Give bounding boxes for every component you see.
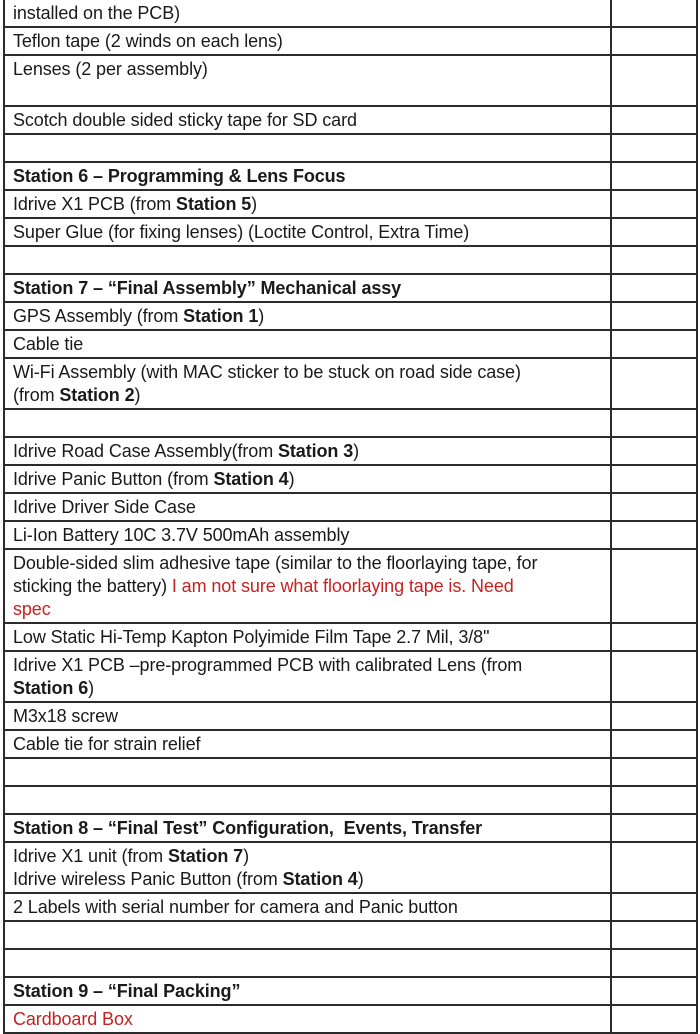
check-cell bbox=[611, 1005, 697, 1033]
table-row bbox=[4, 493, 697, 521]
text-segment: (from bbox=[13, 385, 60, 405]
text-segment: Station 6 bbox=[13, 678, 89, 698]
check-cell bbox=[611, 549, 697, 623]
item-cell bbox=[4, 623, 611, 651]
text-line bbox=[13, 705, 606, 728]
check-cell bbox=[611, 218, 697, 246]
item-cell bbox=[4, 814, 611, 842]
item-cell bbox=[4, 921, 611, 949]
text-segment: Station 8 – “Final Test” Configuration, Events, Transfer bbox=[13, 818, 483, 838]
empty-line bbox=[13, 761, 606, 784]
check-cell bbox=[611, 730, 697, 758]
text-line bbox=[13, 277, 606, 300]
check-cell bbox=[611, 977, 697, 1005]
text-line bbox=[13, 193, 606, 216]
text-segment: Station 1 bbox=[183, 306, 259, 326]
check-cell bbox=[611, 190, 697, 218]
check-cell bbox=[611, 274, 697, 302]
table-row bbox=[4, 549, 697, 623]
text-segment: Low Static Hi-Temp Kapton Polyimide Film Tape 2.7 Mil, 3/8" bbox=[13, 627, 490, 647]
item-cell bbox=[4, 162, 611, 190]
item-cell bbox=[4, 134, 611, 162]
text-line bbox=[13, 333, 606, 356]
check-cell bbox=[611, 786, 697, 814]
text-line bbox=[13, 2, 606, 25]
table-row bbox=[4, 1005, 697, 1033]
check-cell bbox=[611, 814, 697, 842]
text-line bbox=[13, 1008, 606, 1031]
table-row bbox=[4, 330, 697, 358]
table-row bbox=[4, 814, 697, 842]
text-line bbox=[13, 361, 606, 384]
text-segment: Idrive Road Case Assembly(from bbox=[13, 441, 278, 461]
item-cell bbox=[4, 493, 611, 521]
text-line bbox=[13, 626, 606, 649]
text-segment: Station 5 bbox=[176, 194, 252, 214]
check-cell bbox=[611, 162, 697, 190]
text-segment: Idrive X1 unit (from bbox=[13, 846, 168, 866]
item-cell bbox=[4, 218, 611, 246]
table-row bbox=[4, 949, 697, 977]
text-line bbox=[13, 468, 606, 491]
text-segment: Station 4 bbox=[213, 469, 289, 489]
text-line bbox=[13, 58, 606, 81]
text-line bbox=[13, 575, 606, 598]
check-cell bbox=[611, 302, 697, 330]
item-cell bbox=[4, 246, 611, 274]
item-cell bbox=[4, 437, 611, 465]
item-cell bbox=[4, 274, 611, 302]
empty-line bbox=[13, 249, 606, 272]
text-line bbox=[13, 654, 606, 677]
text-segment: Station 7 – “Final Assembly” Mechanical assy bbox=[13, 278, 402, 298]
text-segment: Lenses (2 per assembly) bbox=[13, 59, 208, 79]
check-cell bbox=[611, 134, 697, 162]
text-segment: installed on the PCB) bbox=[13, 3, 180, 23]
text-line bbox=[13, 384, 606, 407]
item-cell bbox=[4, 55, 611, 106]
text-segment: Station 3 bbox=[278, 441, 354, 461]
item-cell bbox=[4, 190, 611, 218]
text-segment: Wi-Fi Assembly (with MAC sticker to be stuck on road side case) bbox=[13, 362, 521, 382]
check-cell bbox=[611, 949, 697, 977]
table-row bbox=[4, 921, 697, 949]
text-segment: ) bbox=[288, 469, 295, 489]
item-cell bbox=[4, 1005, 611, 1033]
table-row bbox=[4, 55, 697, 106]
check-cell bbox=[611, 27, 697, 55]
text-segment: sticking the battery) bbox=[13, 576, 172, 596]
table-row bbox=[4, 651, 697, 702]
item-cell bbox=[4, 730, 611, 758]
text-segment: Cable tie bbox=[13, 334, 84, 354]
table-row bbox=[4, 465, 697, 493]
check-cell bbox=[611, 330, 697, 358]
table-row bbox=[4, 977, 697, 1005]
check-cell bbox=[611, 106, 697, 134]
parts-table-body bbox=[4, 0, 697, 1033]
table-row bbox=[4, 274, 697, 302]
table-row bbox=[4, 893, 697, 921]
text-segment: Double-sided slim adhesive tape (similar to the floorlaying tape, for bbox=[13, 553, 538, 573]
text-segment: M3x18 screw bbox=[13, 706, 118, 726]
item-cell bbox=[4, 977, 611, 1005]
check-cell bbox=[611, 246, 697, 274]
table-row bbox=[4, 842, 697, 893]
text-segment: Idrive Panic Button (from bbox=[13, 469, 214, 489]
item-cell bbox=[4, 651, 611, 702]
text-segment: ) bbox=[88, 678, 95, 698]
check-cell bbox=[611, 409, 697, 437]
text-line bbox=[13, 598, 606, 621]
text-line bbox=[13, 109, 606, 132]
check-cell bbox=[611, 55, 697, 106]
text-segment: 2 Labels with serial number for camera and Panic button bbox=[13, 897, 458, 917]
table-row bbox=[4, 134, 697, 162]
table-row bbox=[4, 27, 697, 55]
text-line bbox=[13, 552, 606, 575]
item-cell bbox=[4, 549, 611, 623]
table-row bbox=[4, 246, 697, 274]
table-row bbox=[4, 190, 697, 218]
table-row bbox=[4, 409, 697, 437]
item-cell bbox=[4, 409, 611, 437]
text-segment: Station 2 bbox=[59, 385, 135, 405]
table-row bbox=[4, 218, 697, 246]
check-cell bbox=[611, 358, 697, 409]
text-line bbox=[13, 845, 606, 868]
text-line bbox=[13, 733, 606, 756]
text-segment: I am not sure what floorlaying tape is. Need bbox=[171, 576, 514, 596]
table-row bbox=[4, 758, 697, 786]
text-segment: Idrive wireless Panic Button (from bbox=[13, 869, 283, 889]
text-segment: Teflon tape (2 winds on each lens) bbox=[13, 31, 283, 51]
text-line bbox=[13, 440, 606, 463]
text-segment: ) bbox=[258, 306, 265, 326]
item-cell bbox=[4, 702, 611, 730]
table-row bbox=[4, 162, 697, 190]
text-segment: Cable tie for strain relief bbox=[13, 734, 201, 754]
text-segment: ) bbox=[353, 441, 360, 461]
check-cell bbox=[611, 623, 697, 651]
item-cell bbox=[4, 0, 611, 27]
check-cell bbox=[611, 493, 697, 521]
parts-table bbox=[3, 0, 698, 1034]
check-cell bbox=[611, 893, 697, 921]
check-cell bbox=[611, 842, 697, 893]
check-cell bbox=[611, 702, 697, 730]
item-cell bbox=[4, 758, 611, 786]
item-cell bbox=[4, 893, 611, 921]
text-segment: Scotch double sided sticky tape for SD card bbox=[13, 110, 357, 130]
text-line bbox=[13, 305, 606, 328]
item-cell bbox=[4, 521, 611, 549]
check-cell bbox=[611, 0, 697, 27]
text-segment: ) bbox=[357, 869, 364, 889]
text-line bbox=[13, 496, 606, 519]
text-segment: Super Glue (for fixing lenses) (Loctite Control, Extra Time) bbox=[13, 222, 470, 242]
item-cell bbox=[4, 302, 611, 330]
table-row bbox=[4, 521, 697, 549]
text-segment: Station 4 bbox=[282, 869, 358, 889]
check-cell bbox=[611, 921, 697, 949]
item-cell bbox=[4, 330, 611, 358]
check-cell bbox=[611, 465, 697, 493]
empty-line bbox=[13, 952, 606, 975]
check-cell bbox=[611, 521, 697, 549]
text-segment: ) bbox=[243, 846, 249, 866]
item-cell bbox=[4, 27, 611, 55]
item-cell bbox=[4, 949, 611, 977]
text-line bbox=[13, 868, 606, 891]
empty-line bbox=[13, 137, 606, 160]
item-cell bbox=[4, 465, 611, 493]
table-row bbox=[4, 786, 697, 814]
check-cell bbox=[611, 758, 697, 786]
text-line bbox=[13, 817, 606, 840]
text-line bbox=[13, 980, 606, 1003]
text-segment: Idrive Driver Side Case bbox=[13, 497, 196, 517]
text-line bbox=[13, 221, 606, 244]
text-segment: Idrive X1 PCB –pre-programmed PCB with calibrated Lens (from bbox=[13, 655, 523, 675]
check-cell bbox=[611, 437, 697, 465]
item-cell bbox=[4, 358, 611, 409]
table-row bbox=[4, 437, 697, 465]
item-cell bbox=[4, 786, 611, 814]
text-line bbox=[13, 165, 606, 188]
empty-line bbox=[13, 81, 606, 104]
text-segment: ) bbox=[251, 194, 258, 214]
text-line bbox=[13, 30, 606, 53]
text-line bbox=[13, 896, 606, 919]
table-row bbox=[4, 0, 697, 27]
text-segment: Li-Ion Battery 10C 3.7V 500mAh assembly bbox=[13, 525, 350, 545]
text-segment: spec bbox=[13, 599, 51, 619]
table-row bbox=[4, 106, 697, 134]
table-row bbox=[4, 302, 697, 330]
empty-line bbox=[13, 412, 606, 435]
item-cell bbox=[4, 106, 611, 134]
text-line bbox=[13, 677, 606, 700]
text-segment: ) bbox=[134, 385, 141, 405]
text-segment: Station 6 – Programming & Lens Focus bbox=[13, 166, 346, 186]
table-row bbox=[4, 623, 697, 651]
text-line bbox=[13, 524, 606, 547]
text-segment: GPS Assembly (from bbox=[13, 306, 184, 326]
text-segment: Idrive X1 PCB (from bbox=[13, 194, 177, 214]
text-segment: Station 7 bbox=[167, 846, 244, 866]
table-row bbox=[4, 358, 697, 409]
item-cell bbox=[4, 842, 611, 893]
empty-line bbox=[13, 789, 606, 812]
text-segment: Station 9 – “Final Packing” bbox=[13, 981, 241, 1001]
table-row bbox=[4, 730, 697, 758]
table-row bbox=[4, 702, 697, 730]
check-cell bbox=[611, 651, 697, 702]
text-segment: Cardboard Box bbox=[13, 1009, 133, 1029]
empty-line bbox=[13, 924, 606, 947]
